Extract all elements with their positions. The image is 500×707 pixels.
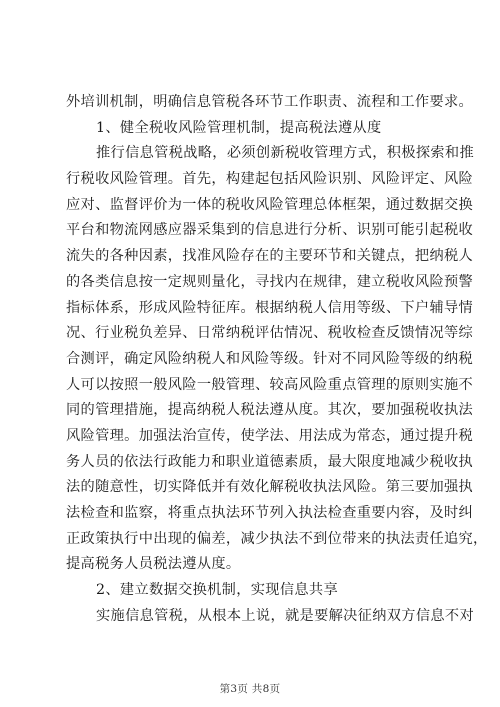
text-line: 人可以按照一般风险一般管理、较高风险重点管理的原则实施不 [66, 376, 474, 393]
text-line: 1、健全税收风险管理机制，提高税法遵从度 [96, 119, 382, 136]
text-line: 况、行业税负差异、日常纳税评估情况、税收检查反馈情况等综 [66, 325, 474, 342]
text-line: 流失的各种因素，找准风险存在的主要环节和关键点，把纳税人 [66, 248, 474, 265]
text-line: 指标体系，形成风险特征库。根据纳税人信用等级、下户辅导情 [66, 299, 474, 316]
text-line: 风险管理。加强法治宣传，使学法、用法成为常态，通过提升税 [66, 427, 474, 444]
text-line: 提高税务人员税法遵从度。 [66, 556, 241, 573]
text-line: 务人员的依法行政能力和职业道德素质，最大限度地减少税收执 [66, 453, 474, 470]
text-line: 实施信息管税，从根本上说，就是要解决征纳双方信息不对 [96, 607, 474, 624]
text-line: 法的随意性，切实降低并有效化解税收执法风险。第三要加强执 [66, 479, 474, 496]
page-footer: 第3页 共8页 [219, 683, 281, 695]
text-line: 推行信息管税战略，必须创新税收管理方式，积极探索和推 [96, 145, 474, 162]
text-line: 平台和物流网感应器采集到的信息进行分析、识别可能引起税收 [66, 222, 474, 239]
body-text [66, 90, 488, 629]
text-line: 的各类信息按一定规则量化，寻找内在规律，建立税收风险预警 [66, 273, 474, 290]
text-line: 外培训机制，明确信息管税各环节工作职责、流程和工作要求。 [66, 94, 474, 110]
text-line: 2、建立数据交换机制，实现信息共享 [96, 582, 338, 599]
text-line: 合测评，确定风险纳税人和风险等级。针对不同风险等级的纳税 [66, 350, 474, 367]
text-line: 应对、监督评价为一体的税收风险管理总体框架，通过数据交换 [66, 196, 474, 213]
text-line: 行税收风险管理。首先，构建起包括风险识别、风险评定、风险 [66, 171, 474, 188]
text-line: 正政策执行中出现的偏差，减少执法不到位带来的执法责任追究， [66, 530, 488, 547]
text-line: 同的管理措施，提高纳税人税法遵从度。其次，要加强税收执法 [66, 402, 474, 419]
text-line: 法检查和监察，将重点执法环节列入执法检查重要内容，及时纠 [66, 505, 474, 521]
